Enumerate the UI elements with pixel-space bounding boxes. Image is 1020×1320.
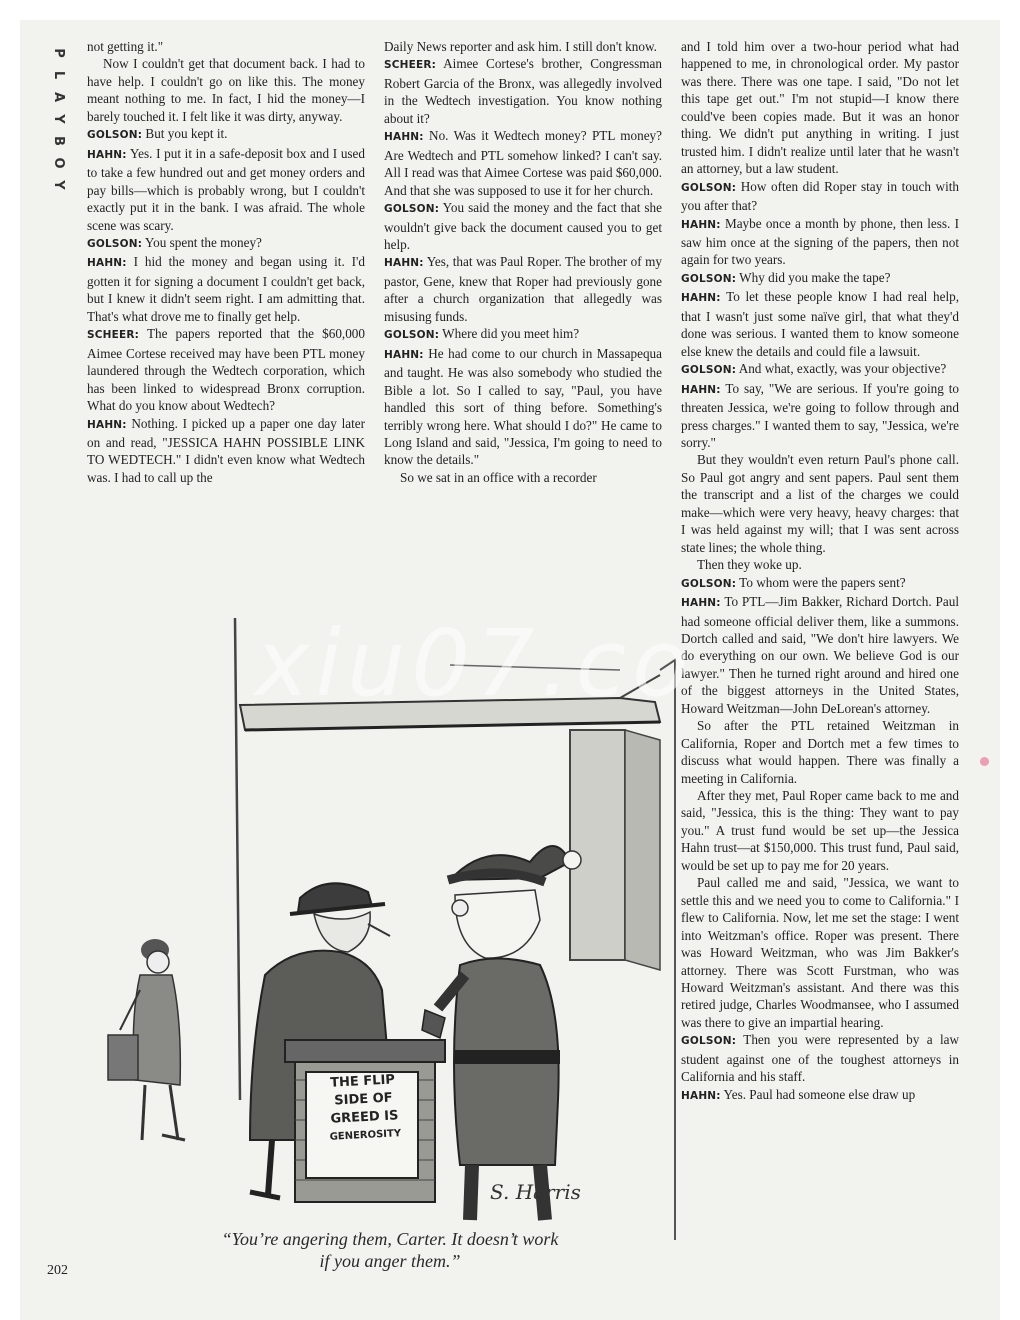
logo-letter: L <box>51 70 66 80</box>
article-paragraph <box>87 234 365 253</box>
article-paragraph <box>87 253 365 325</box>
cartoonist-signature: S. Harris <box>490 1180 581 1204</box>
article-paragraph <box>681 288 959 360</box>
article-paragraph <box>681 1031 959 1085</box>
text-column-3 <box>681 38 959 1105</box>
article-paragraph <box>384 253 662 325</box>
paragraph-text: Now I couldn't get that document back. I had to have help. I couldn't go on like this. The money meant nothing to me. In fact, I hid the money—I barely touched it. I felt like it was dirty, anyway. <box>87 56 365 124</box>
speaker-label: GOLSON: <box>384 203 440 216</box>
speaker-label: HAHN: <box>681 218 721 231</box>
paragraph-text: Why did you make the tape? <box>736 269 891 285</box>
paragraph-text: But you kept it. <box>142 126 228 142</box>
speaker-label: HAHN: <box>681 383 721 396</box>
paragraph-text: So we sat in an office with a recorder <box>400 469 597 485</box>
paragraph-text: Daily News reporter and ask him. I still don't know. <box>384 39 657 54</box>
text-column-2 <box>384 38 662 486</box>
article-paragraph <box>681 717 959 787</box>
paragraph-text: After they met, Paul Roper came back to me and said, "Jessica, this is the thing: They want to pay you." A trust fund would be set up—the Jessica Hahn trust—at $150,000. This trust fund, Paul said, would be set up to pay me for 20 years. <box>681 788 959 873</box>
paragraph-text: I hid the money and began using it. I'd gotten it for signing a document I couldn't get back, but I knew it didn't seem right. I am admitting that. That's what drove me to finally get help. <box>87 254 365 324</box>
magazine-page <box>20 20 1000 1320</box>
paragraph-text: Then you were represented by a law student against one of the toughest attorneys in California and his staff. <box>681 1032 959 1085</box>
speaker-label: HAHN: <box>384 131 424 144</box>
speaker-label: HAHN: <box>87 418 127 431</box>
paragraph-text: not getting it." <box>87 39 164 54</box>
paragraph-text: Nothing. I picked up a paper one day later on and read, "JESSICA HAHN POSSIBLE LINK TO WEDTECH." I didn't even know what Wedtech was. I had to call up the <box>87 415 365 485</box>
article-paragraph <box>681 269 959 288</box>
speaker-label: HAHN: <box>87 257 127 270</box>
speaker-label: GOLSON: <box>87 129 143 142</box>
paragraph-text: Paul called me and said, "Jessica, we want to settle this and we need you to come to California." I flew to California. Now, let me set the stage: I went into Weitzman's office. Roper was present. There was Howard Weitzman, who was Jim Bakker's attorney. There was Scott Furstman, who was Howard Weitzman's assistant. And there was this retired judge, Charles Woodmansee, who I assumed was there to give an impartial hearing. <box>681 875 959 1030</box>
article-paragraph <box>87 125 365 144</box>
article-paragraph <box>384 55 662 127</box>
article-paragraph <box>384 38 662 55</box>
article-paragraph <box>384 199 662 253</box>
article-paragraph <box>87 325 365 414</box>
cartoon-caption <box>150 1228 630 1272</box>
paragraph-text: Then they woke up. <box>697 557 802 573</box>
logo-letter: Y <box>51 180 66 190</box>
paragraph-text: How often did Roper stay in touch with you after that? <box>681 178 959 214</box>
speaker-label: HAHN: <box>87 148 127 161</box>
magazine-sidebar-logo <box>50 42 66 196</box>
paragraph-text: Where did you meet him? <box>439 326 580 342</box>
article-paragraph <box>87 145 365 234</box>
speaker-label: GOLSON: <box>681 181 737 194</box>
logo-letter: A <box>51 91 66 103</box>
logo-letter: B <box>51 136 66 146</box>
sign-line: THE FLIP <box>329 1072 396 1091</box>
caption-line: “You’re angering them, Carter. It doesn’t work <box>221 1229 559 1249</box>
article-paragraph <box>87 415 365 487</box>
speaker-label: SCHEER: <box>87 329 140 342</box>
speaker-label: GOLSON: <box>681 1035 737 1048</box>
article-paragraph <box>681 1086 959 1105</box>
paragraph-text: To PTL—Jim Bakker, Richard Dortch. Paul had someone official deliver them, like a summons. Dortch called and said, "We don't hire lawyers. We do everything on our own. We believe God is our lawyer." Then he turned right around and hired one of the biggest attorneys in the United States, Howard Weitzman—John DeLorean's attorney. <box>681 594 959 716</box>
paragraph-text: To whom were the papers sent? <box>736 574 906 590</box>
article-paragraph <box>681 451 959 556</box>
logo-letter: P <box>51 48 66 58</box>
article-paragraph <box>681 380 959 452</box>
santa-figure <box>422 846 581 1220</box>
article-paragraph <box>681 556 959 573</box>
speaker-label: GOLSON: <box>681 577 737 590</box>
article-paragraph <box>681 593 959 717</box>
speaker-label: GOLSON: <box>681 364 737 377</box>
article-paragraph <box>384 127 662 199</box>
speaker-label: GOLSON: <box>681 272 737 285</box>
article-paragraph <box>681 360 959 379</box>
chimney-sign-text <box>307 1070 421 1148</box>
caption-line: if you anger them.” <box>319 1251 461 1271</box>
paragraph-text: To let these people know I had real help, that I wasn't just some naïve girl, that what they'd done was serious. I wanted them to know someone else knew the details and could file a lawsuit. <box>681 289 959 359</box>
speaker-label: HAHN: <box>681 597 721 610</box>
speaker-label: GOLSON: <box>87 237 143 250</box>
paragraph-text: To say, "We are serious. If you're going to threaten Jessica, we're going to follow through and press charges." I wanted them to say, "Jessica, we're sorry." <box>681 380 959 450</box>
ink-spot <box>980 757 989 766</box>
sign-line: GENEROSITY <box>329 1128 402 1143</box>
article-paragraph <box>87 55 365 125</box>
article-paragraph <box>87 38 365 55</box>
logo-letter: O <box>51 157 66 169</box>
watermark-text: xiu07.co <box>255 610 695 717</box>
speaker-label: HAHN: <box>384 348 424 361</box>
paragraph-text: He had come to our church in Massapequa and taught. He was also somebody who studied the Bible a lot. So I called to say, "Paul, you have handled this sort of thing before. Something's terribly wrong here. What should I do?" He came to Long Island and said, "Jessica, I'm going to need to know the details." <box>384 345 662 468</box>
paragraph-text: So after the PTL retained Weitzman in California, Roper and Dortch met a few times to discuss what would happen. There was finally a meeting in California. <box>681 718 959 786</box>
paragraph-text: Yes, that was Paul Roper. The brother of my pastor, Gene, knew that Roper had previously gone after a church organization that allegedly was misusing funds. <box>384 254 662 324</box>
paragraph-text: Yes. Paul had someone else draw up <box>720 1086 916 1102</box>
speaker-label: HAHN: <box>681 1089 721 1102</box>
paragraph-text: And what, exactly, was your objective? <box>736 361 947 377</box>
paragraph-text: You said the money and the fact that she wouldn't give back the document caused you to get help. <box>384 200 662 252</box>
speaker-label: HAHN: <box>384 257 424 270</box>
text-column-1 <box>87 38 365 486</box>
article-paragraph <box>681 178 959 215</box>
article-paragraph <box>384 469 662 486</box>
speaker-label: GOLSON: <box>384 329 440 342</box>
speaker-label: HAHN: <box>681 292 721 305</box>
paragraph-text: Aimee Cortese's brother, Congressman Robert Garcia of the Bronx, was allegedly involved in the Wedtech investigation. You know nothing about it? <box>384 56 662 126</box>
article-paragraph <box>681 874 959 1031</box>
paragraph-text: The papers reported that the $60,000 Aimee Cortese received may have been PTL money laundered through the Wedtech corporation, which has been linked to widespread Bronx corruption. What do you know about Wedtech? <box>87 326 365 414</box>
paragraph-text: Yes. I put it in a safe-deposit box and I used to take a few hundred out and get money orders and pay bills—which is probably wrong, but I couldn't exactly put it in the bank. I was afraid. The whole scene was scary. <box>87 145 365 233</box>
article-paragraph <box>681 38 959 178</box>
paragraph-text: No. Was it Wedtech money? PTL money? Are Wedtech and PTL somehow linked? I can't say. All I read was that Aimee Cortese was paid $60,000. And that she was supposed to use it for her church. <box>384 128 662 198</box>
article-paragraph <box>681 574 959 593</box>
woman-figure <box>108 939 185 1140</box>
logo-letter: Y <box>51 114 66 124</box>
speaker-label: SCHEER: <box>384 59 437 72</box>
article-paragraph <box>681 215 959 269</box>
article-paragraph <box>681 787 959 874</box>
sign-line: SIDE OF <box>333 1090 394 1109</box>
page-number: 202 <box>47 1263 68 1278</box>
paragraph-text: You spent the money? <box>142 234 262 250</box>
paragraph-text: Maybe once a month by phone, then less. I saw him once at the signing of the papers, then not again for two years. <box>681 215 959 268</box>
article-paragraph <box>384 345 662 469</box>
sign-line: GREED IS <box>330 1108 399 1127</box>
article-paragraph <box>384 325 662 344</box>
paragraph-text: But they wouldn't even return Paul's phone call. So Paul got angry and sent papers. Paul sent them the transcript and a list of the charges we could make—which were very heavy, heavy charges: that I was held against my will; that I was sent across state lines; the whole thing. <box>681 452 959 555</box>
paragraph-text: and I told him over a two-hour period what had happened to me, in chronological order. My pastor was there. There was one tape. I said, "Do not let this tape get out." I'm not stupid—I know there could've been copies made. But it was an honor thing. We didn't put anything in writing. I just trusted him. I didn't realize until later that he wasn't an attorney, but a law student. <box>681 39 959 177</box>
